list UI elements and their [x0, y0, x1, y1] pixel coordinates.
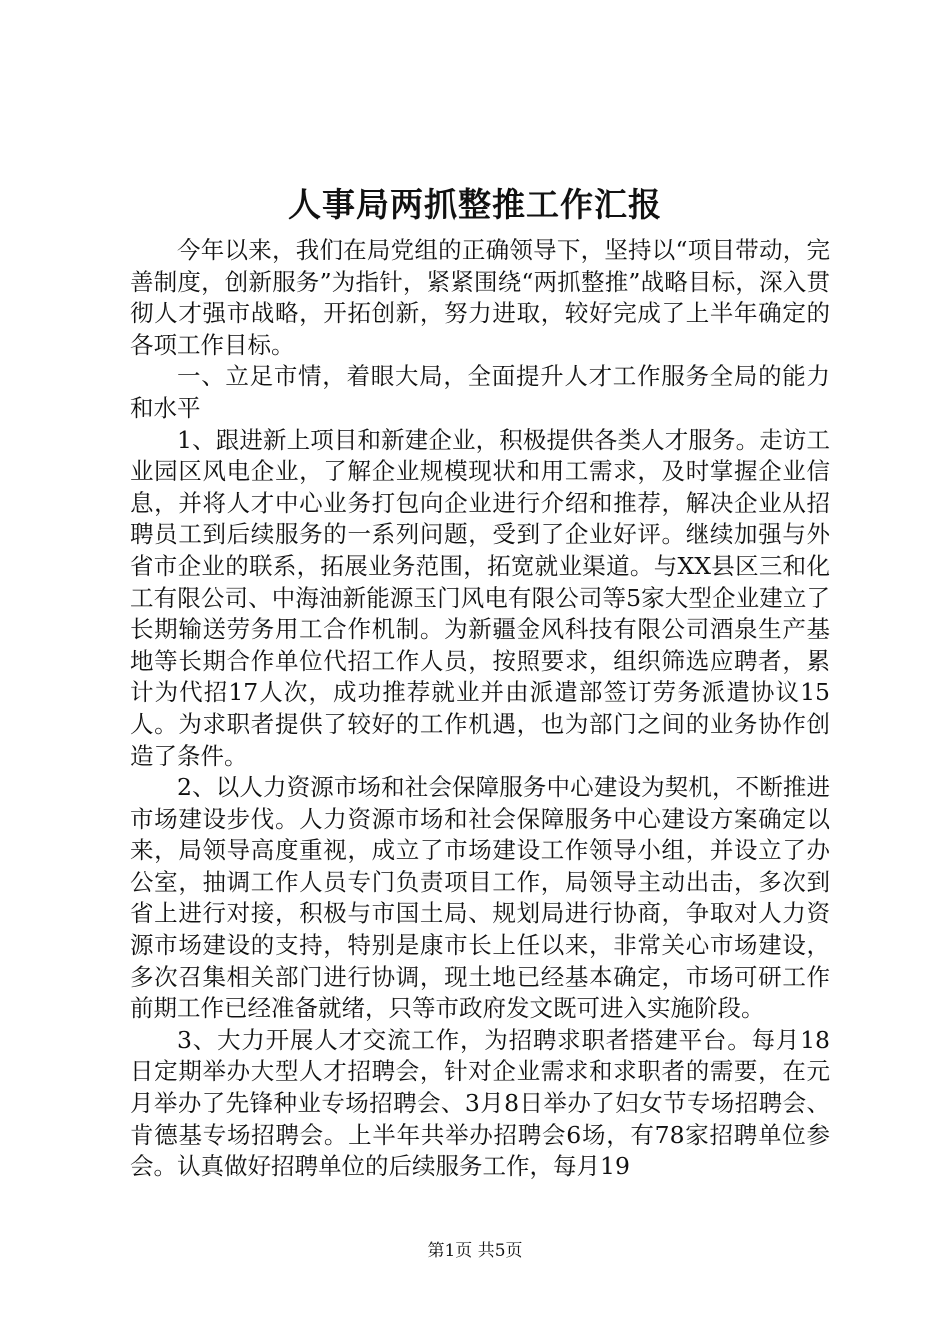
document-body — [130, 235, 830, 1183]
paragraph-intro: 今年以来，我们在局党组的正确领导下，坚持以“项目带动，完善制度，创新服务”为指针，紧紧围绕“两抓整推”战略目标，深入贯彻人才强市战略，开拓创新，努力进取，较好完成了上半年确定的各项工作目标。 — [130, 236, 830, 359]
document-title: 人事局两抓整推工作汇报 — [288, 185, 662, 224]
paragraph-section-heading: 一、立足市情，着眼大局，全面提升人才工作服务全局的能力和水平 — [130, 362, 830, 422]
paragraph-item-3: 3、大力开展人才交流工作，为招聘求职者搭建平台。每月18日定期举办大型人才招聘会，针对企业需求和求职者的需要，在元月举办了先锋种业专场招聘会、3月8日举办了妇女节专场招聘会、肯德基专场招聘会。上半年共举办招聘会6场，有78家招聘单位参会。认真做好招聘单位的后续服务工作，每月19 — [130, 1025, 830, 1181]
page-number-footer: 第1页 共5页 — [427, 1241, 523, 1261]
paragraph-item-2: 2、以人力资源市场和社会保障服务中心建设为契机，不断推进市场建设步伐。人力资源市场和社会保障服务中心建设方案确定以来，局领导高度重视，成立了市场建设工作领导小组，并设立了办公室，抽调工作人员专门负责项目工作，局领导主动出击，多次到省上进行对接，积极与市国土局、规划局进行协商，争取对人力资源市场建设的支持，特别是康市长上任以来，非常关心市场建设，多次召集相关部门进行协调，现土地已经基本确定，市场可研工作前期工作已经准备就绪，只等市政府发文既可进入实施阶段。 — [130, 773, 830, 1023]
paragraph-item-1: 1、跟进新上项目和新建企业，积极提供各类人才服务。走访工业园区风电企业，了解企业规模现状和用工需求，及时掌握企业信息，并将人才中心业务打包向企业进行介绍和推荐，解决企业从招聘员工到后续服务的一系列问题，受到了企业好评。继续加强与外省市企业的联系，拓展业务范围，拓宽就业渠道。与XX县区三和化工有限公司、中海油新能源玉门风电有限公司等5家大型企业建立了长期输送劳务用工合作机制。为新疆金风科技有限公司酒泉生产基地等长期合作单位代招工作人员，按照要求，组织筛选应聘者，累计为代招17人次，成功推荐就业并由派遣部签订劳务派遣协议15人。为求职者提供了较好的工作机遇，也为部门之间的业务协作创造了条件。 — [130, 425, 830, 770]
